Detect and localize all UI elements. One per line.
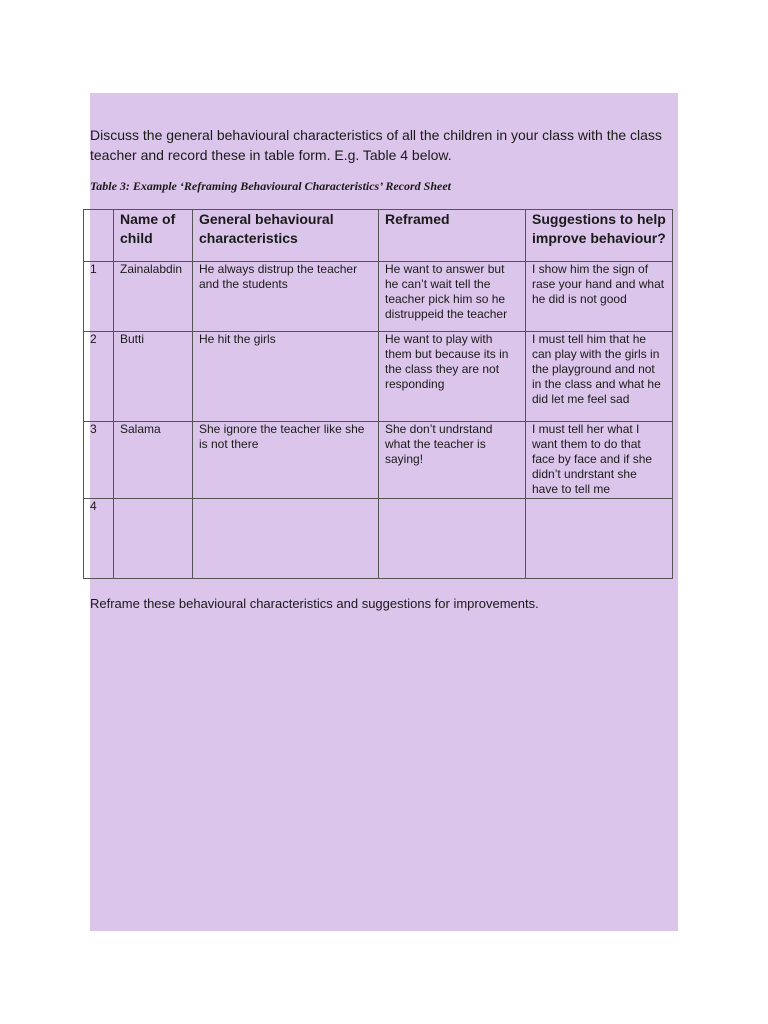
header-suggestions: Suggestions to help improve behaviour? [526,210,673,262]
table-row [84,499,673,579]
table-caption: Table 3: Example ‘Reframing Behavioural Characteristics’ Record Sheet [90,179,451,193]
reframed-cell: She don’t undrstand what the teacher is saying! [379,422,526,499]
table-row [84,332,673,422]
suggestions-cell [526,499,673,579]
table-row [84,262,673,332]
suggestions-cell: I show him the sign of rase your hand and what he did is not good [526,262,673,332]
row-number: 3 [84,422,114,499]
header-number [84,210,114,262]
record-sheet-table [83,209,673,579]
suggestions-cell: I must tell him that he can play with the girls in the playground and not in the class and what he did let me feel sad [526,332,673,422]
general-cell: She ignore the teacher like she is not there [193,422,379,499]
general-cell: He hit the girls [193,332,379,422]
general-cell: He always distrup the teacher and the students [193,262,379,332]
intro-paragraph: Discuss the general behavioural characteristics of all the children in your class with the class teacher and record these in table form. E.g. Table 4 below. [90,127,662,163]
reframed-cell: He want to play with them but because its in the class they are not responding [379,332,526,422]
header-name: Name of child [114,210,193,262]
row-number: 2 [84,332,114,422]
child-name-cell: Butti [114,332,193,422]
reframed-cell: He want to answer but he can’t wait tell the teacher pick him so he distruppeid the teacher [379,262,526,332]
child-name-cell: Salama [114,422,193,499]
table-header-row [84,210,673,262]
table-row [84,422,673,499]
child-name-cell [114,499,193,579]
suggestions-cell: I must tell her what I want them to do that face by face and if she didn’t undrstant she have to tell me [526,422,673,499]
header-reframed: Reframed [379,210,526,262]
header-general: General behavioural characteristics [193,210,379,262]
row-number: 4 [84,499,114,579]
row-number: 1 [84,262,114,332]
general-cell [193,499,379,579]
reframed-cell [379,499,526,579]
document-page [90,93,678,931]
outro-paragraph: Reframe these behavioural characteristics and suggestions for improvements. [90,596,539,611]
child-name-cell: Zainalabdin [114,262,193,332]
